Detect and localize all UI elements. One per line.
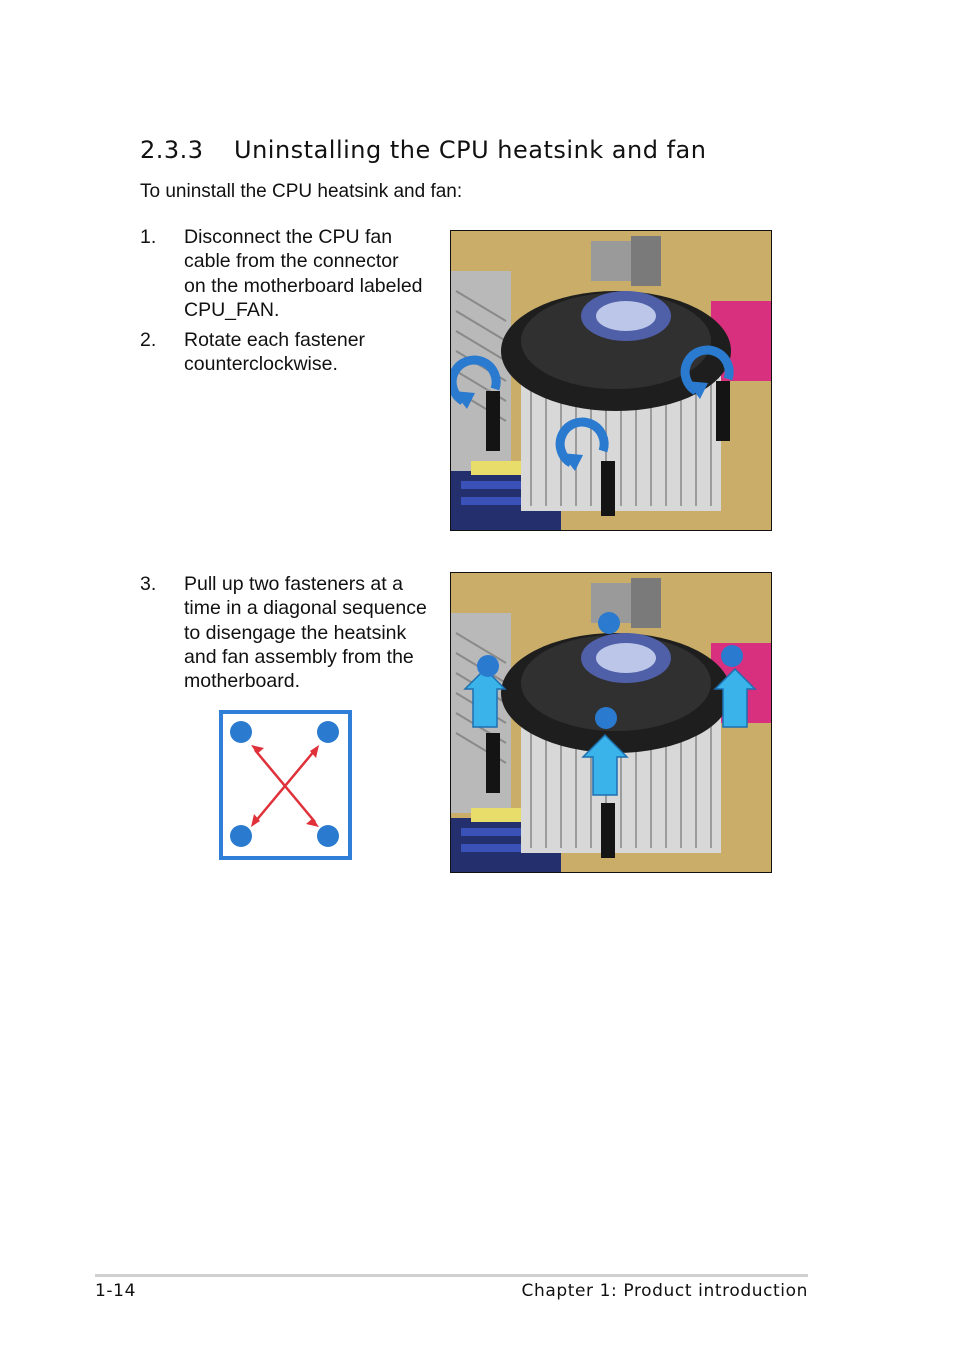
step-line: Pull up two fasteners at a <box>184 573 403 595</box>
step-number: 3. <box>140 573 157 595</box>
heatsink-rotate-photo <box>450 230 772 531</box>
section-title: Uninstalling the CPU heatsink and fan <box>234 136 707 164</box>
heatsink-lift-photo <box>450 572 772 873</box>
step-line: motherboard. <box>184 670 300 693</box>
footer-rule <box>95 1274 808 1277</box>
step-text <box>184 328 434 377</box>
step-text <box>184 225 434 322</box>
step-text <box>184 572 434 693</box>
step-number: 2. <box>140 329 157 351</box>
step-line: Disconnect the CPU fan <box>184 226 393 248</box>
section-heading <box>140 136 706 164</box>
step-number: 1. <box>140 226 157 248</box>
step-line: and fan assembly from the <box>184 645 414 668</box>
step-line: on the motherboard labeled <box>184 274 423 297</box>
step-line: cable from the connector <box>184 250 399 273</box>
step-line: Rotate each fastener <box>184 329 366 351</box>
diagonal-sequence-diagram <box>219 710 352 860</box>
step-line: CPU_FAN. <box>184 298 280 321</box>
section-number: 2.3.3 <box>140 136 204 164</box>
step-line: to disengage the heatsink <box>184 621 407 644</box>
chapter-title: Chapter 1: Product introduction <box>521 1281 808 1301</box>
step-line: counterclockwise. <box>184 353 338 376</box>
step-line: time in a diagonal sequence <box>184 597 427 620</box>
intro-text: To uninstall the CPU heatsink and fan: <box>140 181 463 202</box>
page-number: 1-14 <box>95 1281 136 1301</box>
